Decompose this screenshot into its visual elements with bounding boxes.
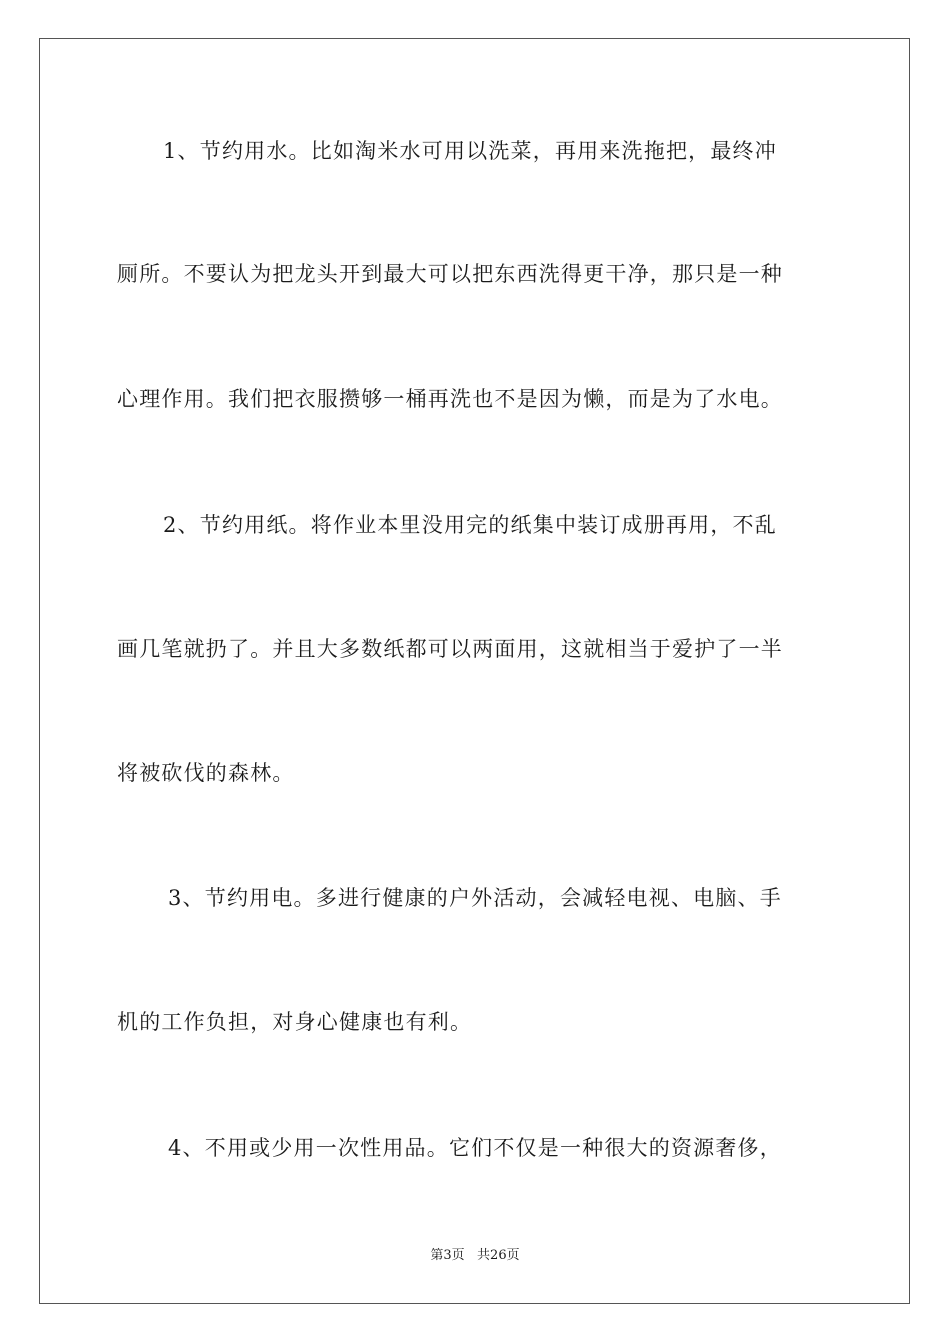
paragraph-1-line-2: 厕所。不要认为把龙头开到最大可以把东西洗得更干净，那只是一种	[117, 262, 783, 286]
paragraph-1-line-3: 心理作用。我们把衣服攒够一桶再洗也不是因为懒，而是为了水电。	[117, 387, 783, 411]
paragraph-2-line-2: 画几笔就扔了。并且大多数纸都可以两面用，这就相当于爱护了一半	[117, 637, 783, 661]
paragraph-3-line-2: 机的工作负担，对身心健康也有利。	[117, 1010, 473, 1034]
page-number-footer: 第3页 共26页	[430, 1248, 520, 1263]
paragraph-4-line-1: 4、不用或少用一次性用品。它们不仅是一种很大的资源奢侈，	[168, 1136, 782, 1160]
paragraph-2-line-1: 2、节约用纸。将作业本里没用完的纸集中装订成册再用，不乱	[163, 513, 777, 537]
page-border	[39, 38, 910, 1304]
paragraph-2-line-3: 将被砍伐的森林。	[117, 761, 295, 785]
paragraph-1-line-1: 1、节约用水。比如淘米水可用以洗菜，再用来洗拖把，最终冲	[163, 139, 777, 163]
paragraph-3-line-1: 3、节约用电。多进行健康的户外活动，会减轻电视、电脑、手	[168, 886, 782, 910]
